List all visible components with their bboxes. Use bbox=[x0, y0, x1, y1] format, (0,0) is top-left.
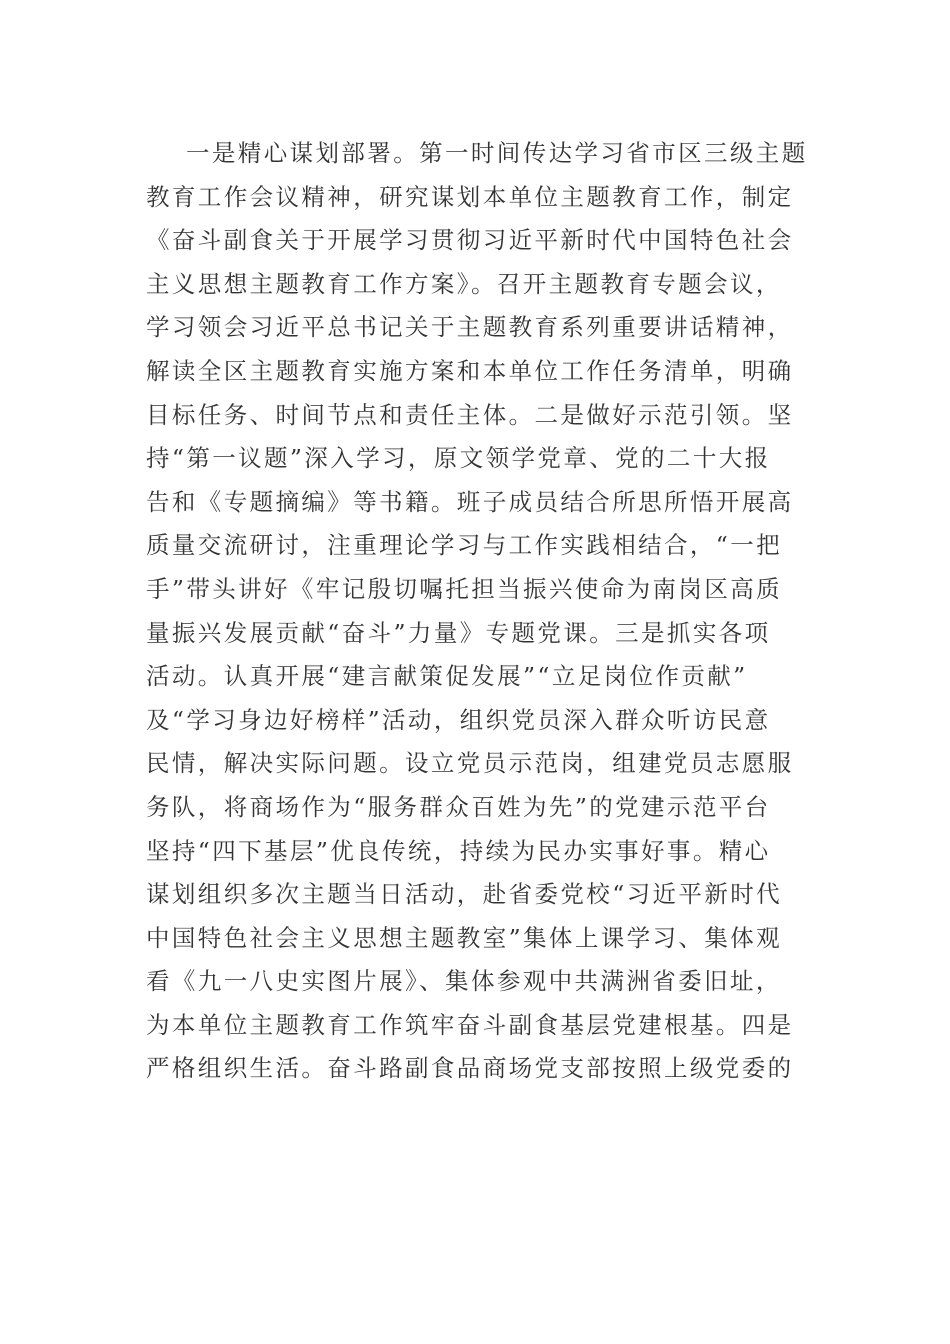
text-line: 量振兴发展贡献“奋斗”力量》专题党课。三是抓实各项 bbox=[146, 618, 771, 647]
text-line: 一是精心谋划部署。第一时间传达学习省市区三级主题 bbox=[186, 139, 808, 167]
text-line: 《奋斗副食关于开展学习贯彻习近平新时代中国特色社会 bbox=[146, 226, 794, 255]
text-line: 手”带头讲好《牢记殷切嘱托担当振兴使命为南岗区高质 bbox=[146, 574, 783, 603]
text-line: 教育工作会议精神，研究谋划本单位主题教育工作，制定 bbox=[146, 182, 794, 211]
text-line: 主义思想主题教育工作方案》。召开主题教育专题会议， bbox=[146, 269, 782, 298]
text-line: 持“第一议题”深入学习，原文领学党章、党的二十大报 bbox=[146, 444, 771, 473]
text-line: 为本单位主题教育工作筑牢奋斗副食基层党建根基。四是 bbox=[146, 1010, 794, 1039]
text-line: 谋划组织多次主题当日活动，赴省委党校“习近平新时代 bbox=[146, 880, 783, 909]
text-line: 及“学习身边好榜样”活动，组织党员深入群众听访民意 bbox=[146, 705, 771, 734]
text-line: 解读全区主题教育实施方案和本单位工作任务清单，明确 bbox=[146, 356, 794, 385]
text-line: 活动。认真开展“建言献策促发展”“立足岗位作贡献” bbox=[146, 662, 748, 691]
text-line: 质量交流研讨，注重理论学习与工作实践相结合，“一把 bbox=[146, 531, 783, 560]
text-line: 坚持“四下基层”优良传统，持续为民办实事好事。精心 bbox=[146, 836, 771, 865]
text-line: 告和《专题摘编》等书籍。班子成员结合所思所悟开展高 bbox=[146, 487, 794, 516]
text-line: 民情，解决实际问题。设立党员示范岗，组建党员志愿服 bbox=[146, 749, 794, 778]
text-line: 中国特色社会主义思想主题教室”集体上课学习、集体观 bbox=[146, 923, 783, 952]
text-line: 看《九一八史实图片展》、集体参观中共满洲省委旧址， bbox=[146, 967, 782, 996]
text-line: 务队，将商场作为“服务群众百姓为先”的党建示范平台 bbox=[146, 792, 771, 821]
text-line: 目标任务、时间节点和责任主体。二是做好示范引领。坚 bbox=[146, 400, 794, 429]
text-line: 严格组织生活。奋斗路副食品商场党支部按照上级党委的 bbox=[146, 1054, 794, 1083]
body-paragraph bbox=[146, 132, 814, 1091]
text-line: 学习领会习近平总书记关于主题教育系列重要讲话精神， bbox=[146, 313, 794, 342]
